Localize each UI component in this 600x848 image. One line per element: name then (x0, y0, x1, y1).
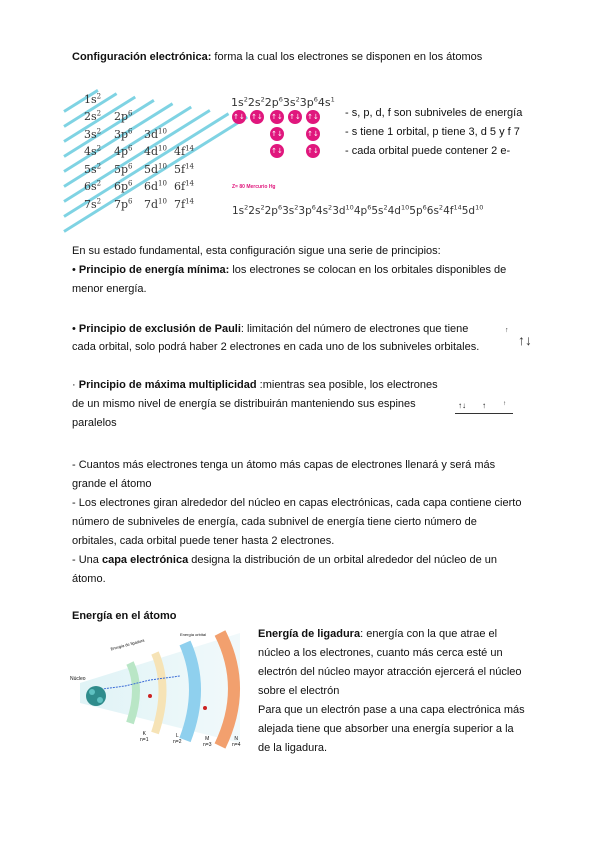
config-term: $2p^6$ (264, 203, 283, 217)
config-term: $4d^{10}$ (387, 203, 410, 217)
aufbau-orbital: $3p^6$ (114, 127, 133, 141)
config-term: $4s^2$ (315, 203, 333, 217)
aufbau-orbital: $2p^6$ (114, 109, 133, 124)
aufbau-orbital: $4f^{14}$ (174, 144, 194, 159)
paragraph-line: orbitales, cada orbital puede tener hasta 2 electrones. (72, 535, 335, 547)
orbital-box: ↑↓ (288, 110, 302, 124)
binding-title: Energía de ligadura (258, 628, 361, 640)
aufbau-orbital: $4d^{10}$ (144, 144, 167, 159)
principle-title: Principio de máxima multiplicidad (78, 379, 257, 391)
config-term: $3d^{10}$ (332, 203, 354, 217)
energy-shell-diagram (70, 628, 250, 753)
electron-config-bottom (232, 203, 483, 217)
orbital-box-diagram (232, 110, 322, 162)
principle-title: Principio de energía mínima: (78, 264, 230, 276)
intro-text: En su estado fundamental, esta configuración sigue una serie de principios: (72, 245, 441, 257)
shell-n: n=1 (140, 737, 149, 743)
orbital-box: ↑↓ (270, 144, 284, 158)
heading-rest: forma la cual los electrones se disponen en los átomos (211, 51, 483, 63)
binding-line: de la ligadura. (258, 742, 328, 754)
aufbau-orbital: $6p^6$ (114, 179, 133, 194)
config-term: $5d^{10}$ (461, 203, 484, 217)
aufbau-orbital: $7p^6$ (114, 197, 133, 211)
config-term: $2s^2$ (248, 203, 265, 217)
nucleus-label: Núcleo (70, 676, 86, 682)
config-term: $1s^2$ (231, 95, 248, 109)
shell-letter: N (234, 736, 239, 742)
nucleus-particle (89, 689, 95, 695)
shell-label-l (173, 733, 181, 745)
shell-letter: M (205, 736, 210, 742)
text: : energía con la que atrae el (360, 628, 498, 640)
aufbau-orbital: $5f^{14}$ (174, 162, 194, 176)
aufbau-orbital: $7d^{10}$ (144, 197, 167, 211)
aufbau-orbital: $4s^2$ (84, 144, 102, 159)
config-term: $4p^6$ (353, 203, 372, 217)
binding-line: núcleo a los electrones, cuanto más cerca esté un (258, 647, 503, 659)
orbital-box: ↑↓ (306, 127, 320, 141)
binding-line (258, 625, 497, 644)
config-term: $3p^6$ (299, 95, 318, 109)
binding-line: Para que un electrón pase a una capa electrónica más (258, 704, 525, 716)
aufbau-orbital: $5d^{10}$ (144, 162, 167, 176)
aufbau-orbital: $7f^{14}$ (174, 197, 194, 211)
shell-n: n=4 (232, 742, 241, 748)
principle-multiplicity-cont: de un mismo nivel de energía se distribuirán manteniendo sus espines (72, 398, 416, 410)
paragraph-line: - Los electrones giran alrededor del núcleo en capas electrónicas, cada capa contiene cierto (72, 497, 522, 509)
text: designa la distribución de un orbital alrededor del núcleo de un (188, 554, 498, 566)
mercury-label: Z= 80 Mercurio Hg (232, 184, 276, 190)
aufbau-orbital: $2s^2$ (84, 109, 102, 124)
principle-title: Principio de exclusión de Pauli (78, 323, 241, 335)
binding-line: electrón del núcleo mayor atracción ejercerá el núcleo (258, 666, 522, 678)
config-term: $4s^1$ (317, 95, 335, 109)
binding-line: alejada tiene que absorber una energía superior a la (258, 723, 514, 735)
note-line: - s, p, d, f son subniveles de energía (345, 107, 523, 119)
orbital-box: ↑↓ (270, 110, 284, 124)
paragraph-line: - Cuantos más electrones tenga un átomo más capas de electrones llenará y será más (72, 459, 496, 471)
principle-min-energy (72, 261, 506, 280)
electron-dot (203, 706, 207, 710)
bullet: • (72, 323, 79, 335)
config-term: $2s^2$ (247, 95, 265, 109)
shell-n: n=3 (203, 742, 212, 748)
note-line: - s tiene 1 orbital, p tiene 3, d 5 y f 7 (345, 126, 520, 138)
aufbau-orbital: $1s^2$ (84, 92, 102, 106)
orbital-box: ↑↓ (232, 110, 246, 124)
bullet: • (72, 264, 79, 276)
shell-n: n=2 (173, 739, 182, 745)
aufbau-orbital: $7s^2$ (84, 197, 102, 211)
section-title: Energía en el átomo (72, 610, 177, 622)
orbital-box: ↑↓ (306, 110, 320, 124)
aufbau-orbital: $4p^6$ (114, 144, 133, 159)
config-term: $4f^{14}$ (443, 203, 462, 217)
orbital-box: ↑↓ (270, 127, 284, 141)
principle-min-energy-cont: menor energía. (72, 283, 147, 295)
aufbau-diagonal-arrow (63, 99, 154, 158)
principle-text: :mientras sea posible, los electrones (256, 379, 438, 391)
paragraph-line: grande el átomo (72, 478, 152, 490)
energy-label: Energía orbital (180, 632, 207, 637)
config-term: $3s^2$ (282, 95, 300, 109)
principle-multiplicity (72, 376, 438, 395)
spin-pair: ↑↓ (458, 401, 466, 410)
config-term: $1s^2$ (232, 203, 249, 217)
aufbau-orbital: $5p^6$ (114, 162, 133, 176)
note-line: - cada orbital puede contener 2 e- (345, 145, 511, 157)
pauli-spin-up: ↑ (505, 327, 509, 334)
config-term: $3s^2$ (282, 203, 299, 217)
paragraph-line: átomo. (72, 573, 106, 585)
text: - Una (72, 554, 102, 566)
electron-dot (148, 694, 152, 698)
binding-label: Energía de ligadura (109, 637, 145, 652)
config-term: $5p^6$ (409, 203, 427, 217)
page-heading (72, 48, 482, 67)
spin-up: ↑ (482, 401, 486, 410)
shell-letter: K (142, 731, 146, 737)
aufbau-orbital: $3s^2$ (84, 127, 102, 141)
shell-label-n (232, 736, 240, 748)
spin-up: ↑ (503, 401, 506, 407)
principle-text: : limitación del número de electrones que tiene (240, 323, 469, 335)
nucleus-particle (97, 697, 103, 703)
aufbau-orbital: $3d^{10}$ (144, 127, 167, 141)
principle-text: los electrones se colocan en los orbitales disponibles de (229, 264, 507, 276)
config-term: $2p^6$ (264, 95, 283, 109)
principle-multiplicity-cont2: paralelos (72, 417, 117, 429)
heading-bold: Configuración electrónica: (72, 51, 212, 63)
aufbau-diagram (62, 88, 220, 218)
orbital-box: ↑↓ (250, 110, 264, 124)
config-term: $6s^2$ (426, 203, 444, 217)
energy-diagram-svg (70, 628, 250, 753)
principle-pauli-cont: cada orbital, solo podrá haber 2 electrones en cada uno de los subniveles orbitales. (72, 341, 480, 353)
hund-spin-boxes (455, 401, 513, 414)
nucleus-icon (86, 686, 106, 706)
orbital-box: ↑↓ (306, 144, 320, 158)
aufbau-orbital: $6f^{14}$ (174, 179, 194, 194)
config-term: $3p^6$ (298, 203, 316, 217)
paragraph-line (72, 551, 497, 570)
binding-line: sobre el electrón (258, 685, 340, 697)
electron-config-top (231, 95, 335, 109)
shell-letter: L (175, 733, 179, 739)
aufbau-orbital: $6d^{10}$ (144, 179, 167, 194)
bullet: · (72, 379, 79, 391)
subshell-notes (345, 104, 522, 161)
aufbau-orbital: $5s^2$ (84, 162, 102, 176)
shell-label-k (140, 731, 148, 743)
pauli-spin-pair: ↑↓ (518, 332, 532, 348)
config-term: $5s^2$ (371, 203, 388, 217)
principle-pauli (72, 320, 468, 339)
bold-term: capa electrónica (101, 554, 189, 566)
aufbau-orbital: $6s^2$ (84, 179, 102, 194)
shell-label-m (203, 736, 211, 748)
paragraph-line: número de subniveles de energía, cada subnivel de energía tiene cierto número de (72, 516, 477, 528)
